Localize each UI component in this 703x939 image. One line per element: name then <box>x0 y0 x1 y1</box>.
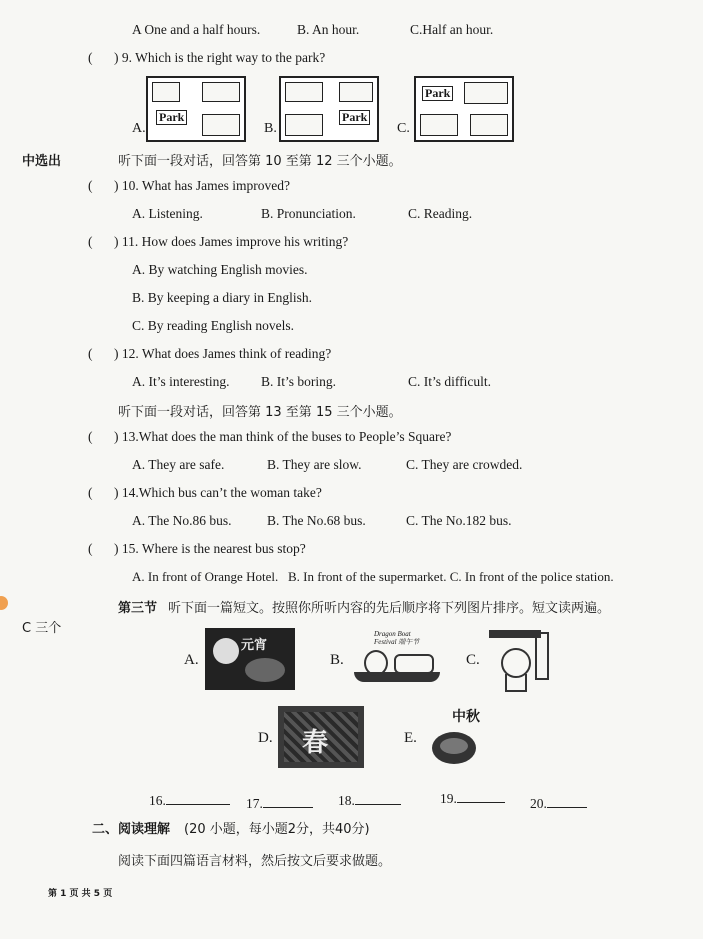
orange-dot-mark <box>0 596 8 610</box>
q14-paren: ( <box>88 485 93 500</box>
picture-letter-e: E. <box>404 730 417 746</box>
answer-16-label: 16. <box>149 793 166 808</box>
answer-17-label: 17. <box>246 796 263 811</box>
q12-option-a: A. It’s interesting. <box>132 374 230 389</box>
q9-question: ) 9. Which is the right way to the park? <box>114 50 326 65</box>
q10-option-b: B. Pronunciation. <box>261 206 356 221</box>
page-footer: 第 1 页 共 5 页 <box>48 889 113 899</box>
picture-d-text: 春 <box>302 728 329 758</box>
answer-20 <box>530 795 587 812</box>
answer-18-label: 18. <box>338 793 355 808</box>
section3-label: 第三节 <box>118 601 158 616</box>
picture-e-mid-autumn <box>422 706 490 768</box>
answer-17-blank[interactable] <box>263 795 313 808</box>
q15-paren: ( <box>88 541 93 556</box>
margin-note-2: C 三个 <box>22 621 62 636</box>
q12-paren: ( <box>88 346 93 361</box>
picture-letter-c: C. <box>466 652 480 668</box>
q13-option-a: A. They are safe. <box>132 457 225 472</box>
answer-19-blank[interactable] <box>457 790 505 803</box>
q10-paren: ( <box>88 178 93 193</box>
q9-map-a-park-label: Park <box>156 110 187 125</box>
q8-option-c: C.Half an hour. <box>410 22 494 37</box>
part2-detail: (20 小题，每小题2分，共40分) <box>184 822 370 837</box>
q9-map-b <box>279 76 379 142</box>
q12-option-c: C. It’s difficult. <box>408 374 491 389</box>
picture-letter-b: B. <box>330 652 344 668</box>
q11-option-a: A. By watching English movies. <box>132 262 308 277</box>
answer-17 <box>246 795 313 812</box>
picture-a-text: 元宵 <box>241 638 268 653</box>
q11-option-c: C. By reading English novels. <box>132 318 294 333</box>
q13-question: ) 13.What does the man think of the buses to People’s Square? <box>114 429 452 444</box>
picture-b-text: Dragon Boat Festival 端午节 <box>374 630 420 646</box>
q9-letter-c: C. <box>397 121 410 136</box>
q9-letter-a: A. <box>132 121 146 136</box>
picture-a-lantern-festival <box>205 628 295 690</box>
q8-option-b: B. An hour. <box>297 22 360 37</box>
q9-map-c <box>414 76 514 142</box>
answer-16-blank[interactable] <box>166 792 230 805</box>
q11-paren: ( <box>88 234 93 249</box>
picture-d-spring-festival <box>278 706 364 768</box>
answer-19-label: 19. <box>440 791 457 806</box>
picture-e-text: 中秋 <box>452 709 480 725</box>
part2-title: 二、阅读理解 <box>92 822 171 837</box>
section3-instruction: 听下面一篇短文。按照你所听内容的先后顺序将下列图片排序。短文读两遍。 <box>168 601 611 616</box>
q11-option-b: B. By keeping a diary in English. <box>132 290 312 305</box>
q12-question: ) 12. What does James think of reading? <box>114 346 332 361</box>
q9-map-a <box>146 76 246 142</box>
q13-option-c: C. They are crowded. <box>406 457 523 472</box>
picture-letter-a: A. <box>184 652 199 668</box>
q9-paren: ( <box>88 50 93 65</box>
margin-note-1: 中选出 <box>22 154 62 169</box>
q14-option-b: B. The No.68 bus. <box>267 513 366 528</box>
q14-option-c: C. The No.182 bus. <box>406 513 512 528</box>
answer-20-blank[interactable] <box>547 795 587 808</box>
q12-option-b: B. It’s boring. <box>261 374 337 389</box>
answer-16 <box>149 792 230 809</box>
answer-19 <box>440 790 505 807</box>
part2-instruction: 阅读下面四篇语言材料，然后按文后要求做题。 <box>118 854 392 869</box>
q9-map-b-park-label: Park <box>339 110 370 125</box>
picture-c-chinese-new-year <box>487 628 549 692</box>
q15-options: A. In front of Orange Hotel. B. In front of the supermarket. C. In front of the police station. <box>132 569 614 584</box>
answer-18 <box>338 792 401 809</box>
q14-option-a: A. The No.86 bus. <box>132 513 232 528</box>
q13-paren: ( <box>88 429 93 444</box>
answer-18-blank[interactable] <box>355 792 401 805</box>
q8-option-a: A One and a half hours. <box>132 22 261 37</box>
q14-question: ) 14.Which bus can’t the woman take? <box>114 485 322 500</box>
q10-option-c: C. Reading. <box>408 206 473 221</box>
answer-20-label: 20. <box>530 796 547 811</box>
q9-letter-b: B. <box>264 121 277 136</box>
picture-letter-d: D. <box>258 730 273 746</box>
q9-map-c-park-label: Park <box>422 86 453 101</box>
instruction-10-12: 听下面一段对话，回答第 10 至第 12 三个小题。 <box>118 154 402 169</box>
picture-b-dragon-boat <box>350 628 446 690</box>
q10-option-a: A. Listening. <box>132 206 203 221</box>
instruction-13-15: 听下面一段对话，回答第 13 至第 15 三个小题。 <box>118 405 402 420</box>
q10-question: ) 10. What has James improved? <box>114 178 290 193</box>
q11-question: ) 11. How does James improve his writing? <box>114 234 349 249</box>
q15-question: ) 15. Where is the nearest bus stop? <box>114 541 306 556</box>
q13-option-b: B. They are slow. <box>267 457 362 472</box>
